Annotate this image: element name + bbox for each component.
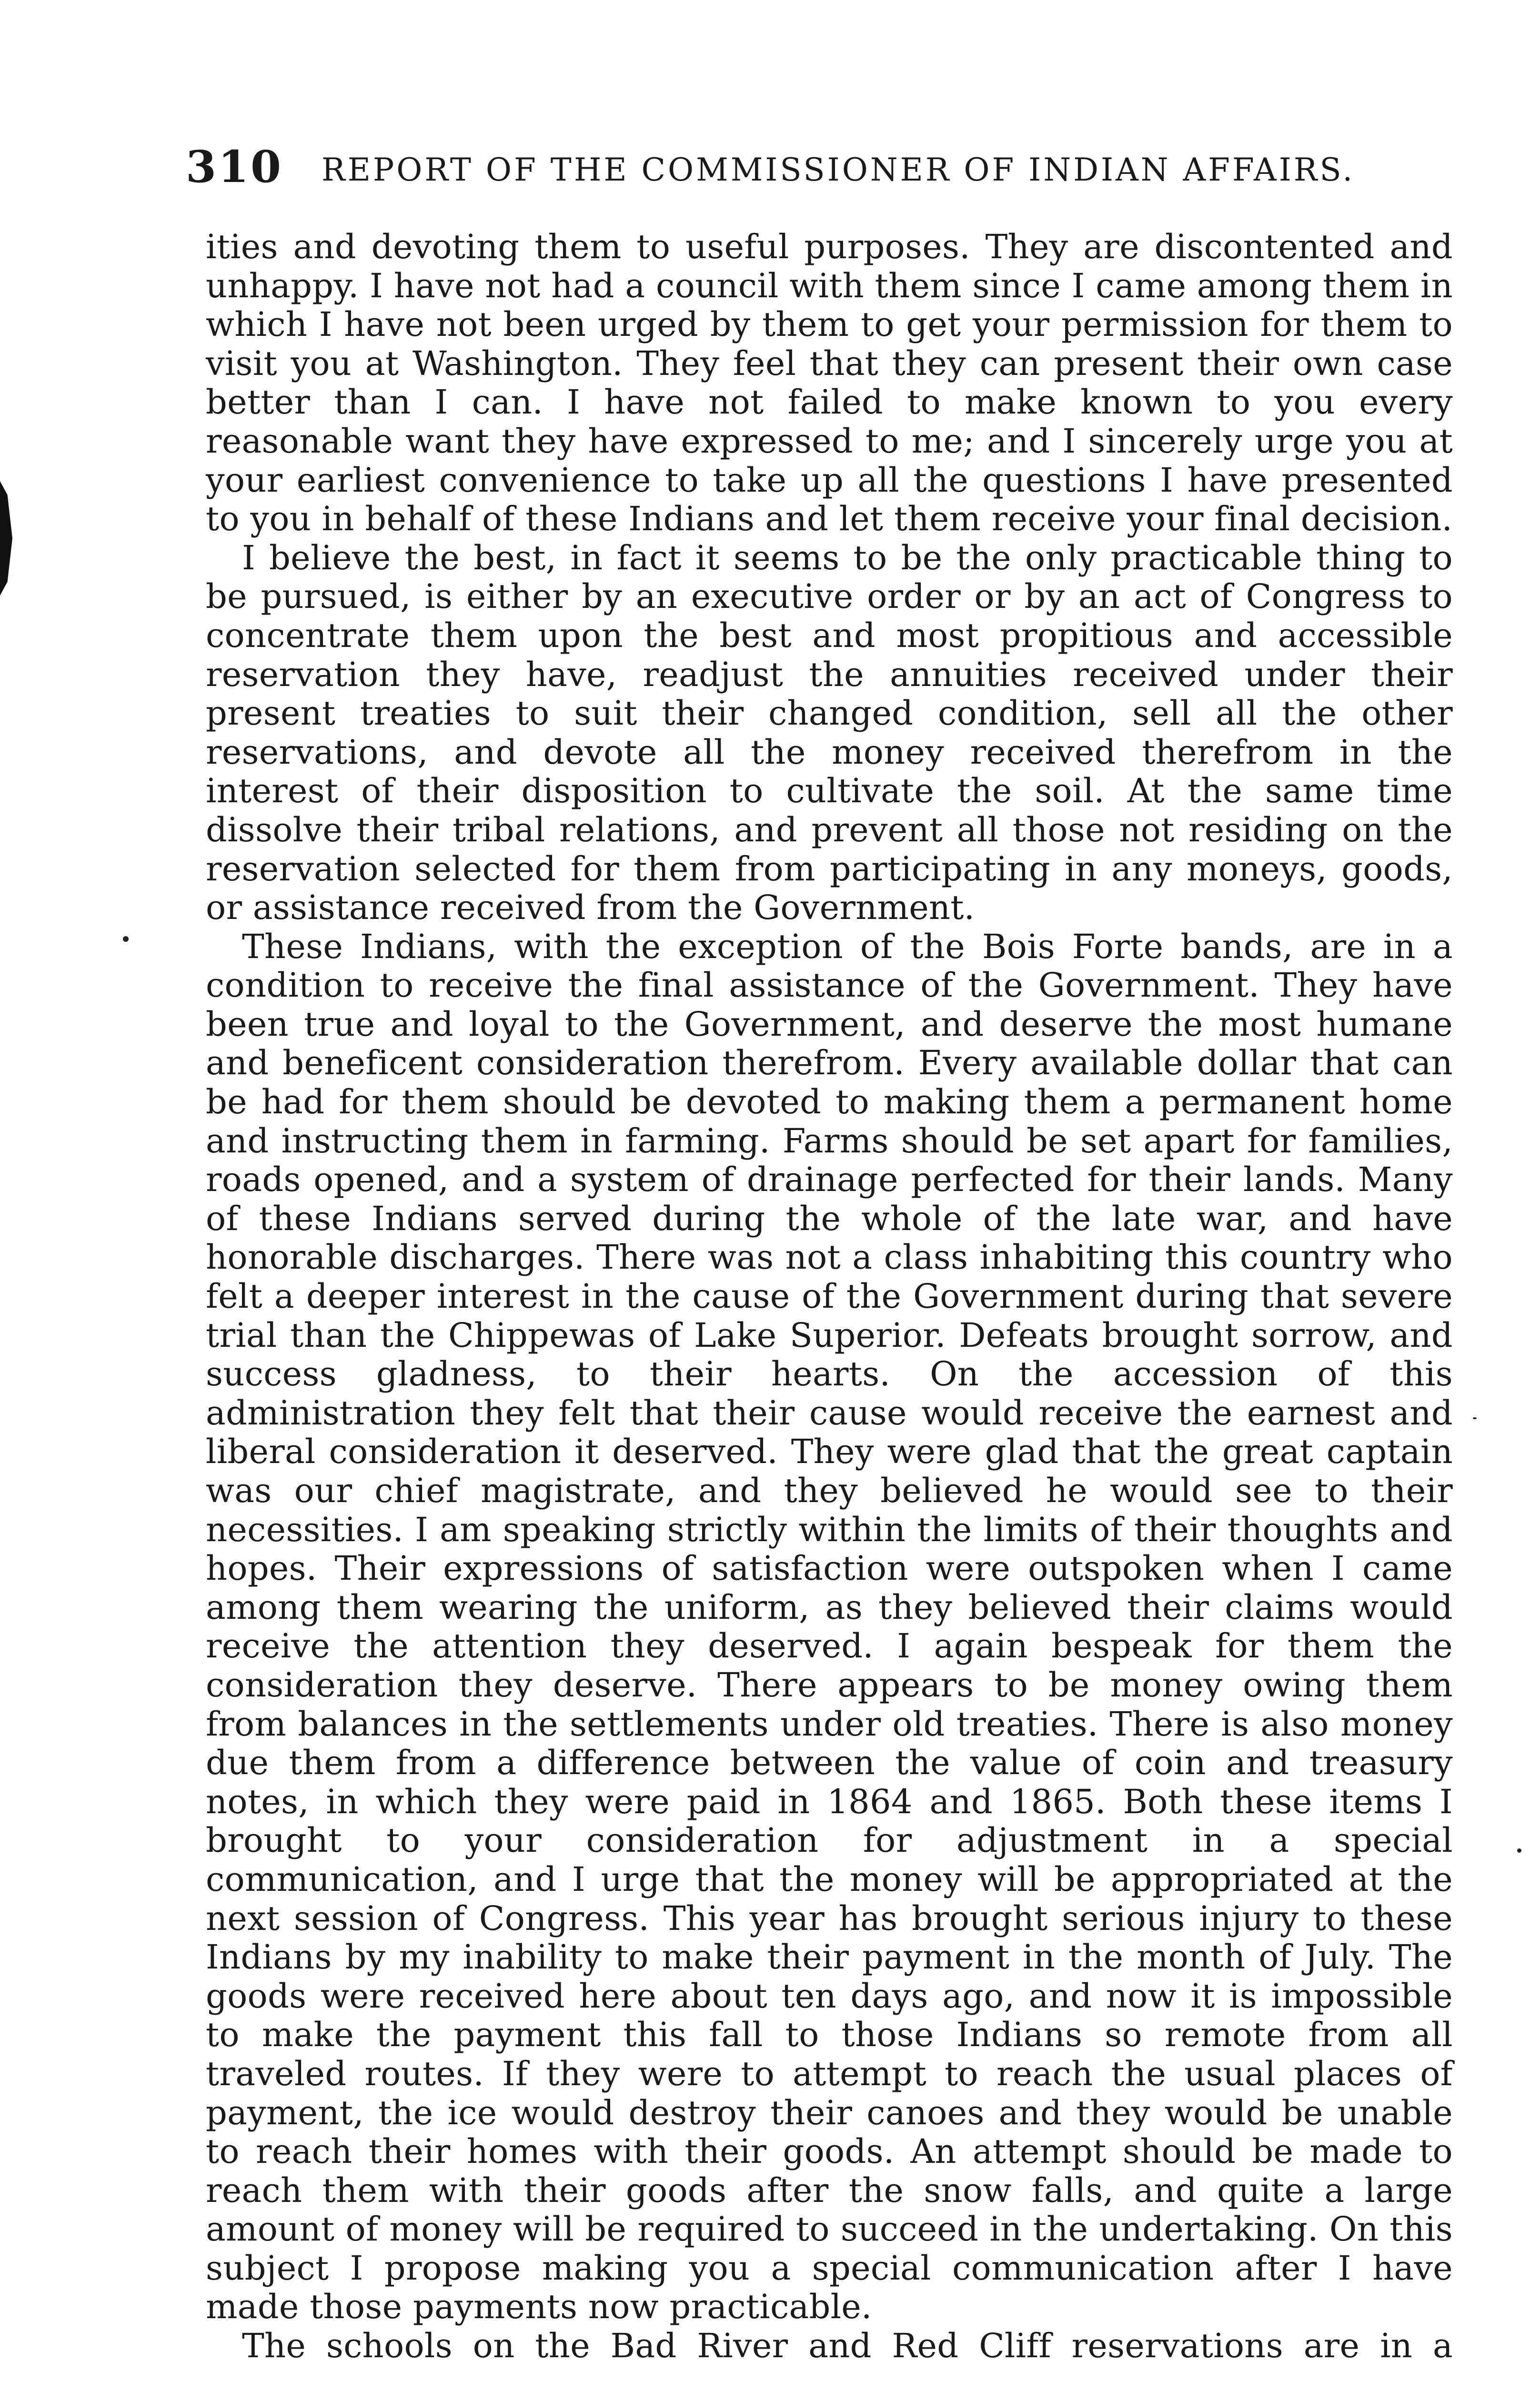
page-number: 310 — [186, 141, 283, 192]
body-text — [206, 228, 1453, 2366]
running-title: REPORT OF THE COMMISSIONER OF INDIAN AFFAIRS. — [322, 151, 1355, 188]
paragraph-continued: ities and devoting them to useful purposes. They are discontented and unhappy. I have not had a council with them since I came among them in which I have not been urged by them to get your permission for them to visit you at Washington. They feel that they can present their own case better than I can. I have not failed to make known to you every reasonable want they have expressed to me; and I sincerely urge you at your earliest convenience to take up all the questions I have presented to you in behalf of these Indians and let them receive your final decision. — [206, 227, 1453, 539]
running-head — [186, 141, 1353, 193]
paragraph: These Indians, with the exception of the Bois Forte bands, are in a condition to receive the final assistance of the Government. They have been true and loyal to the Government, and deserve the most humane and beneficent consideration therefrom. Every available dollar that can be had for them should be devoted to making them a permanent home and instructing them in farming. Farms should be set apart for families, roads opened, and a system of drainage perfected for their lands. Many of these Indians served during the whole of the late war, and have honorable discharges. There was not a class inhabiting this country who felt a deeper interest in the cause of the Government during that severe trial than the Chippewas of Lake Superior. Defeats brought sorrow, and success gladness, to their hearts. On the accession of this administration they felt that their cause would receive the earnest and liberal consideration it deserved. They were glad that the great captain was our chief magistrate, and they believed he would see to their necessities. I am speaking strictly within the limits of their thoughts and hopes. Their expressions of satisfaction were outspoken when I came among them wearing the uniform, as they believed their claims would receive the attention they deserved. I again bespeak for them the consideration they deserve. There appears to be money owing them from balances in the settlements under old treaties. There is also money due them from a difference between the value of coin and treasury notes, in which they were paid in 1864 and 1865. Both these items I brought to your consideration for adjustment in a special communication, and I urge that the money will be appropriated at the next session of Congress. This year has brought serious injury to these Indians by my inability to make their payment in the month of July. The goods were received here about ten days ago, and now it is impossible to make the payment this fall to those Indians so remote from all traveled routes. If they were to attempt to reach the usual places of payment, the ice would destroy their canoes and they would be unable to reach their homes with their goods. An attempt should be made to reach them with their goods after the snow falls, and quite a large amount of money will be required to succeed in the undertaking. On this subject I propose making you a special communication after I have made those payments now practicable. — [206, 927, 1453, 2327]
ink-speck — [123, 936, 129, 942]
ink-speck — [1517, 1848, 1521, 1853]
binding-edge-mark — [0, 481, 12, 596]
paragraph-continues: The schools on the Bad River and Red Cliff reservations are in a — [242, 2326, 1453, 2366]
paragraph: I believe the best, in fact it seems to be the only practicable thing to be pursued, is either by an executive order or by an act of Congress to concentrate them upon the best and most propitious and accessible reservation they have, readjust the annuities received under their present treaties to suit their changed condition, sell all the other reservations, and devote all the money received therefrom in the interest of their disposition to cultivate the soil. At the same time dissolve their tribal relations, and prevent all those not residing on the reservation selected for them from participating in any moneys, goods, or assistance received from the Government. — [206, 538, 1453, 928]
ink-speck — [1473, 1417, 1477, 1419]
